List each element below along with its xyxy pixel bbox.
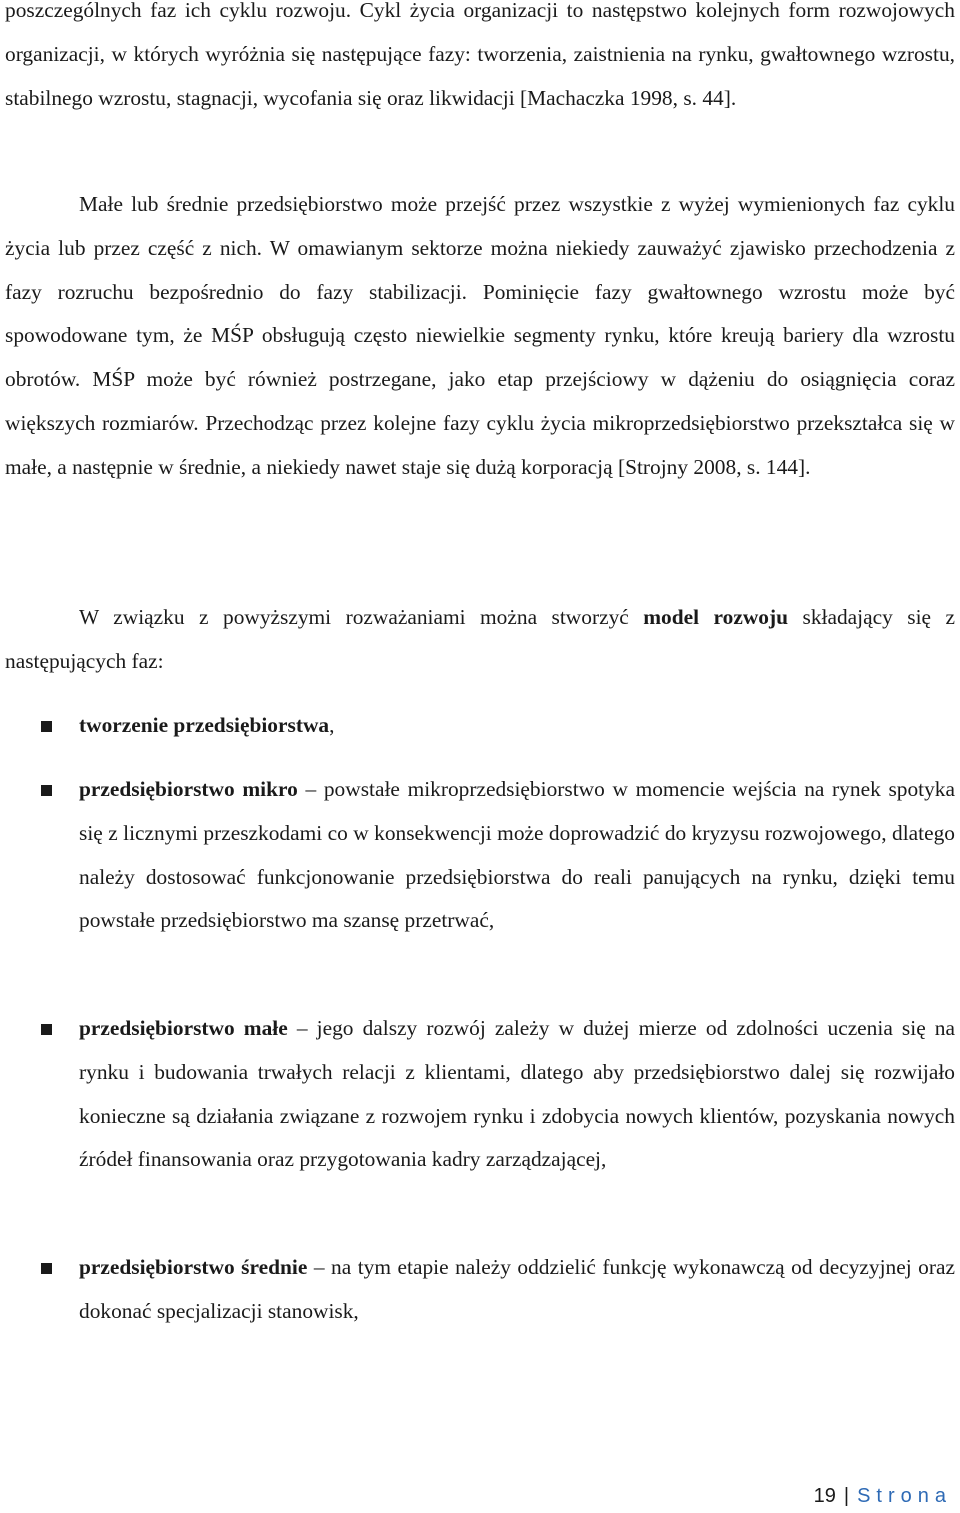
paragraph-2-text: Małe lub średnie przedsiębiorstwo może przejść przez wszystkie z wyżej wymienionych faz cyklu życia lub przez część z nich. W omawianym sektorze można niekiedy zauważyć zjawisko przechodzenia z fazy rozruchu bezpośrednio do fazy stabilizacji. Pominięcie fazy gwałtownego wzrostu może być spowodowane tym, że MŚP obsługują często niewielkie segmenty rynku, które kreują bariery dla wzrostu obrotów. MŚP może być również postrzegane, jako etap przejściowy w dążeniu do osiągnięcia coraz większych rozmiarów. Przechodząc przez kolejne fazy cyklu życia mikroprzedsiębiorstwo przekształca się w małe, a następnie w średnie, a niekiedy nawet staje się dużą korporacją [Strojny 2008, s. 144]. <box>5 192 955 479</box>
list-item-text: , <box>329 713 335 737</box>
paragraph-2 <box>5 183 955 490</box>
square-bullet-icon <box>41 785 52 796</box>
list-item-term: przedsiębiorstwo średnie <box>79 1255 308 1279</box>
list-item-term: tworzenie przedsiębiorstwa <box>79 713 330 737</box>
list-item-1 <box>79 704 955 748</box>
list-item-term: przedsiębiorstwo małe <box>79 1016 288 1040</box>
list-item-text: – powstałe mikroprzedsiębiorstwo w momencie wejścia na rynek spotyka się z licznymi przeszkodami co w konsekwencji może doprowadzić do kryzysu rozwojowego, dlatego należy dostosować funkcjonowanie przedsiębiorstwa do reali panujących na rynku, dzięki temu powstałe przedsiębiorstwo ma szansę przetrwać, <box>79 777 955 933</box>
list-item-term: przedsiębiorstwo mikro <box>79 777 298 801</box>
page-footer <box>814 1485 952 1508</box>
square-bullet-icon <box>41 1024 52 1035</box>
list-item-text: – na tym etapie należy oddzielić funkcję wykonawczą od decyzyjnej oraz dokonać specjalizacji stanowisk, <box>79 1255 955 1323</box>
paragraph-3 <box>5 596 955 684</box>
square-bullet-icon <box>41 1263 52 1274</box>
list-item-2 <box>79 768 955 943</box>
model-rozwoju-term: model rozwoju <box>643 605 789 629</box>
page-number: 19 <box>813 1485 836 1507</box>
footer-separator: | <box>843 1485 850 1507</box>
paragraph-1: poszczególnych faz ich cyklu rozwoju. Cykl życia organizacji to następstwo kolejnych form rozwojowych organizacji, w których wyróżnia się następujące fazy: tworzenia, zaistnienia na rynku, gwałtownego wzrostu, stabilnego wzrostu, stagnacji, wycofania się oraz likwidacji [Machaczka 1998, s. 44]. <box>5 0 955 110</box>
paragraph-3-text-after: składający się z następujących faz: <box>5 605 955 673</box>
paragraph-3-text-before: W związku z powyższymi rozważaniami można stworzyć <box>79 605 644 629</box>
list-item-text: – jego dalszy rozwój zależy w dużej mierze od zdolności uczenia się na rynku i budowania trwałych relacji z klientami, dlatego aby przedsiębiorstwo dalej się rozwijało konieczne są działania związane z rozwojem rynku i zdobycia nowych klientów, pozyskania nowych źródeł finansowania oraz przygotowania kadry zarządzającej, <box>79 1016 955 1172</box>
list-item-3 <box>79 1007 955 1182</box>
footer-page-word: Strona <box>857 1485 952 1507</box>
list-item-4 <box>79 1246 955 1334</box>
square-bullet-icon <box>41 721 52 732</box>
